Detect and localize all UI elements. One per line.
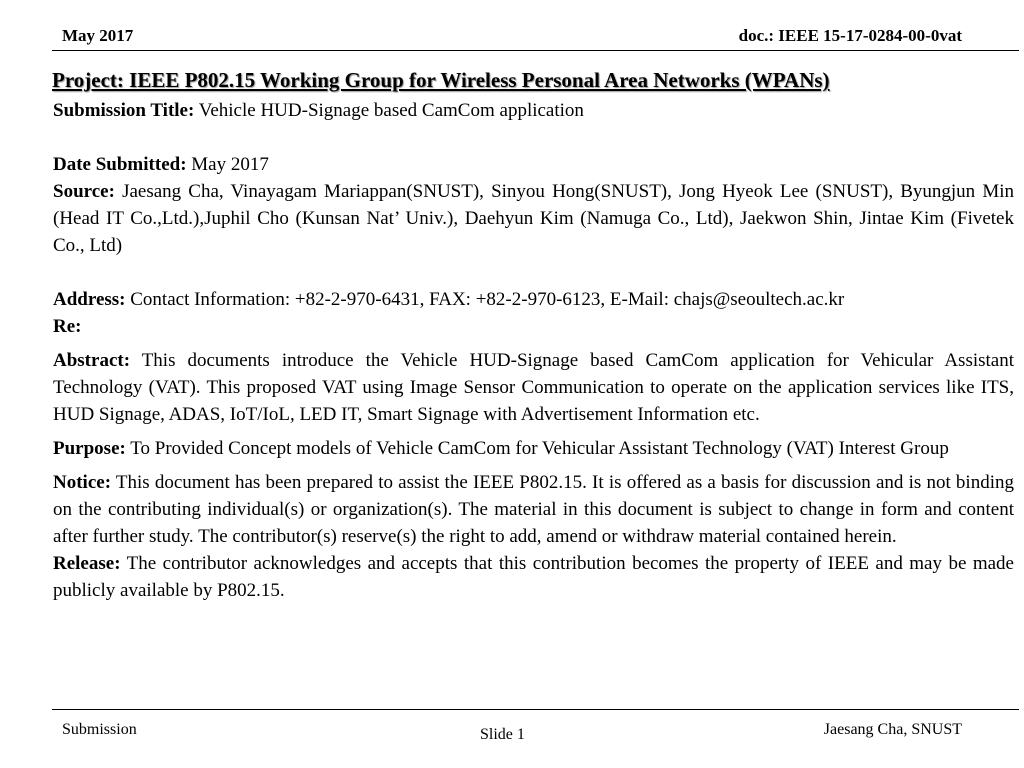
footer-divider xyxy=(52,709,1019,710)
abstract-label: Abstract: xyxy=(53,350,131,371)
date-submitted-label: Date Submitted: xyxy=(53,154,187,175)
re-label: Re: xyxy=(53,316,82,337)
footer-submission: Submission xyxy=(62,721,137,738)
abstract-field xyxy=(53,347,1014,428)
submission-title-label: Submission Title: xyxy=(53,100,195,121)
abstract-value: This documents introduce the Vehicle HUD-Signage based CamCom application for Vehicular Assistant Technology (VAT). This proposed VAT using Image Sensor Communication to operate on the application services like ITS, HUD Signage, ADAS, IoT/IoL, LED IT, Smart Signage with Advertisement Information etc. xyxy=(53,350,1014,425)
source-label: Source: xyxy=(53,181,115,202)
address-label: Address: xyxy=(53,289,126,310)
notice-value: This document has been prepared to assist the IEEE P802.15. It is offered as a basis for discussion and is not binding on the contributing individual(s) or organization(s). The material in this document is subject to change in form and content after further study. The contributor(s) reserve(s) the right to add, amend or withdraw material contained herein. xyxy=(53,472,1014,547)
header-doc-id: doc.: IEEE 15-17-0284-00-0vat xyxy=(738,26,962,45)
notice-label: Notice: xyxy=(53,472,112,493)
submission-title-value: Vehicle HUD-Signage based CamCom application xyxy=(194,100,584,121)
notice-field xyxy=(53,469,1014,550)
date-submitted-value: May 2017 xyxy=(186,154,269,175)
re-field xyxy=(53,313,1014,340)
source-value: Jaesang Cha, Vinayagam Mariappan(SNUST), Sinyou Hong(SNUST), Jong Hyeok Lee (SNUST), Byungjun Min (Head IT Co.,Ltd.),Juphil Cho (Kunsan Nat’ Univ.), Daehyun Kim (Namuga Co., Ltd), Jaekwon Shin, Jintae Kim (Fivetek Co., Ltd) xyxy=(53,181,1014,256)
header-divider xyxy=(52,50,1019,51)
release-label: Release: xyxy=(53,553,121,574)
purpose-field xyxy=(53,435,1014,462)
footer-author: Jaesang Cha, SNUST xyxy=(823,721,962,738)
project-title: Project: IEEE P802.15 Working Group for Wireless Personal Area Networks (WPANs) xyxy=(52,68,830,92)
purpose-value: To Provided Concept models of Vehicle CamCom for Vehicular Assistant Technology (VAT) Interest Group xyxy=(125,438,949,459)
header-date: May 2017 xyxy=(62,26,134,45)
release-field xyxy=(53,550,1014,604)
address-value: Contact Information: +82-2-970-6431, FAX: +82-2-970-6123, E-Mail: chajs@seoultech.ac.kr xyxy=(125,289,845,310)
purpose-label: Purpose: xyxy=(53,438,126,459)
source-field xyxy=(53,178,1014,259)
submission-title-field xyxy=(53,97,1014,124)
release-value: The contributor acknowledges and accepts that this contribution becomes the property of IEEE and may be made publicly available by P802.15. xyxy=(53,553,1014,601)
document-body xyxy=(53,97,1014,604)
date-submitted-field xyxy=(53,151,1014,178)
footer-slide-number: Slide 1 xyxy=(480,726,525,743)
address-field xyxy=(53,286,1014,313)
